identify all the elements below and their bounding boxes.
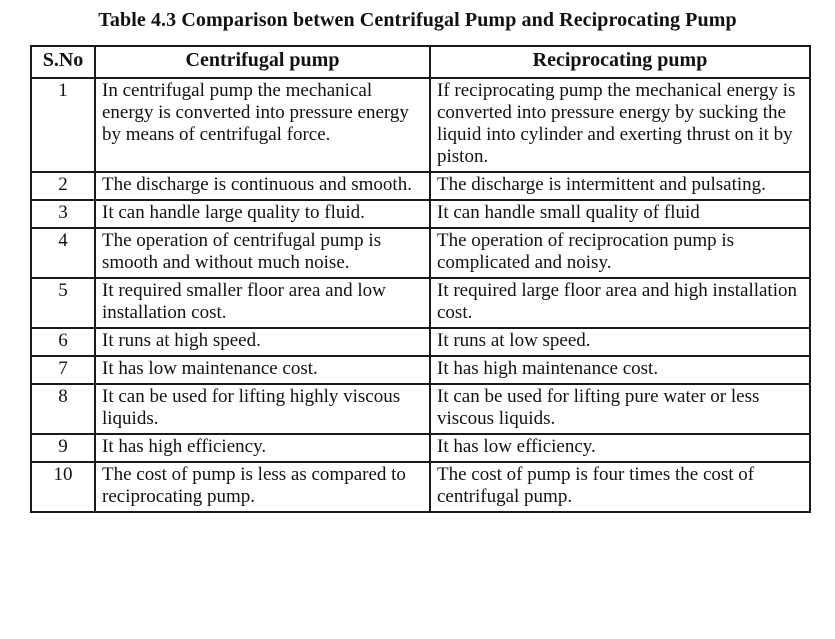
cell-centrifugal: It has low maintenance cost.	[95, 356, 430, 384]
cell-sno: 10	[31, 462, 95, 512]
table-row	[31, 78, 810, 172]
table-row	[31, 462, 810, 512]
cell-sno: 5	[31, 278, 95, 328]
table-row	[31, 356, 810, 384]
table-row	[31, 434, 810, 462]
cell-reciprocating: It can be used for lifting pure water or less viscous liquids.	[430, 384, 810, 434]
cell-reciprocating: It required large floor area and high installation cost.	[430, 278, 810, 328]
cell-reciprocating: It has high maintenance cost.	[430, 356, 810, 384]
cell-reciprocating: It has low efficiency.	[430, 434, 810, 462]
comparison-table	[30, 45, 811, 513]
cell-sno: 7	[31, 356, 95, 384]
header-centrifugal: Centrifugal pump	[95, 46, 430, 78]
cell-centrifugal: The cost of pump is less as compared to reciprocating pump.	[95, 462, 430, 512]
cell-reciprocating: The operation of reciprocation pump is complicated and noisy.	[430, 228, 810, 278]
cell-centrifugal: It can handle large quality to fluid.	[95, 200, 430, 228]
cell-reciprocating: It can handle small quality of fluid	[430, 200, 810, 228]
table-row	[31, 200, 810, 228]
cell-centrifugal: The discharge is continuous and smooth.	[95, 172, 430, 200]
cell-centrifugal: The operation of centrifugal pump is smooth and without much noise.	[95, 228, 430, 278]
table-title: Table 4.3 Comparison betwen Centrifugal Pump and Reciprocating Pump	[98, 9, 737, 31]
table-row	[31, 278, 810, 328]
table-row	[31, 172, 810, 200]
cell-sno: 3	[31, 200, 95, 228]
cell-centrifugal: In centrifugal pump the mechanical energy is converted into pressure energy by means of centrifugal force.	[95, 78, 430, 172]
cell-reciprocating: If reciprocating pump the mechanical energy is converted into pressure energy by sucking the liquid into cylinder and exerting thrust on it by piston.	[430, 78, 810, 172]
cell-sno: 8	[31, 384, 95, 434]
table-row	[31, 328, 810, 356]
cell-centrifugal: It can be used for lifting highly viscous liquids.	[95, 384, 430, 434]
header-row	[31, 46, 810, 78]
cell-reciprocating: The discharge is intermittent and pulsating.	[430, 172, 810, 200]
cell-sno: 6	[31, 328, 95, 356]
cell-sno: 4	[31, 228, 95, 278]
header-sno: S.No	[31, 46, 95, 78]
cell-sno: 2	[31, 172, 95, 200]
cell-centrifugal: It has high efficiency.	[95, 434, 430, 462]
cell-reciprocating: It runs at low speed.	[430, 328, 810, 356]
table-row	[31, 228, 810, 278]
cell-sno: 9	[31, 434, 95, 462]
header-reciprocating: Reciprocating pump	[430, 46, 810, 78]
cell-centrifugal: It required smaller floor area and low installation cost.	[95, 278, 430, 328]
cell-centrifugal: It runs at high speed.	[95, 328, 430, 356]
cell-reciprocating: The cost of pump is four times the cost of centrifugal pump.	[430, 462, 810, 512]
cell-sno: 1	[31, 78, 95, 172]
table-row	[31, 384, 810, 434]
